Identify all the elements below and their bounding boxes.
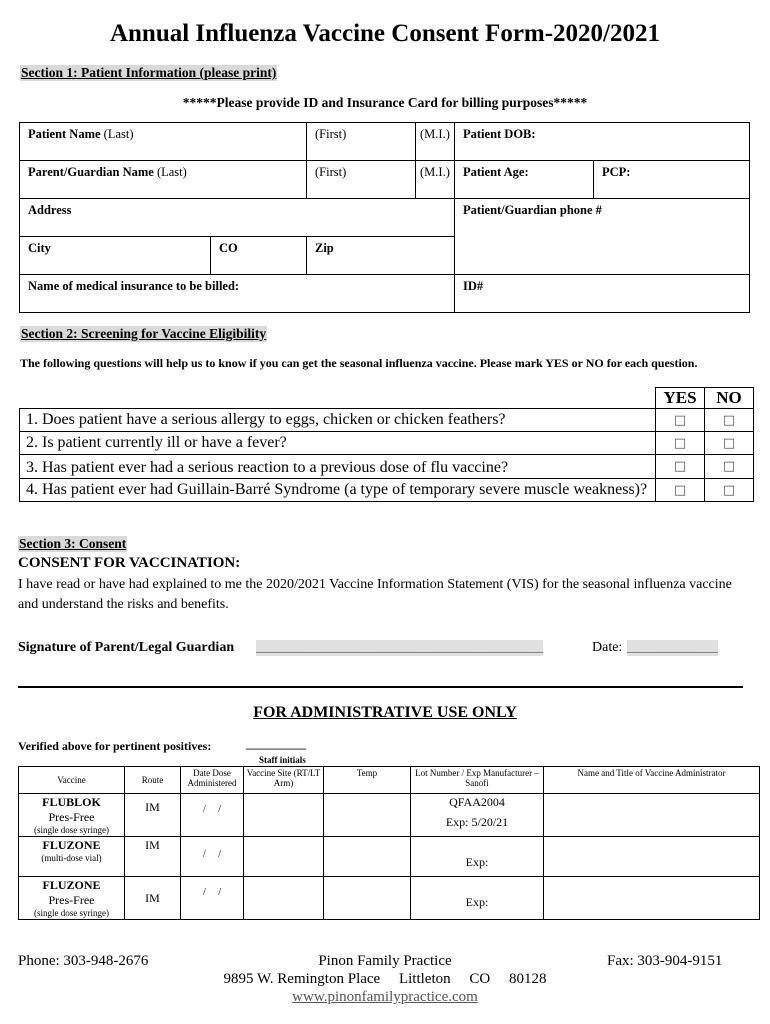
lot-cell[interactable]: QFAA2004 Exp: 5/20/21 bbox=[411, 794, 544, 837]
section1-heading: Section 1: Patient Information (please print) bbox=[21, 65, 277, 80]
question-4: 4. Has patient ever had Guillain-Barré Syndrome (a type of temporary severe muscle weakness)? bbox=[20, 479, 656, 502]
guardian-mi-field[interactable]: (M.I.) bbox=[416, 161, 455, 199]
admin-heading: FOR ADMINISTRATIVE USE ONLY bbox=[253, 704, 517, 721]
zip-field[interactable]: Zip bbox=[307, 237, 455, 275]
patient-age-field[interactable]: Patient Age: bbox=[455, 161, 594, 199]
verified-label: Verified above for pertinent positives: bbox=[18, 739, 212, 753]
col-lot: Lot Number / Exp Manufacturer – Sanofi bbox=[411, 767, 544, 794]
co-field[interactable]: CO bbox=[219, 241, 238, 255]
no-header: NO bbox=[705, 388, 754, 409]
administrator-cell[interactable] bbox=[544, 837, 760, 877]
vaccine-cell: FLUZONE (multi-dose vial) bbox=[19, 837, 125, 877]
date-line[interactable]: _____________ bbox=[627, 640, 718, 655]
footer-website-link[interactable]: www.pinonfamilypractice.com bbox=[292, 989, 478, 1005]
col-route: Route bbox=[125, 767, 181, 794]
col-site: Vaccine Site (RT/LT Arm) bbox=[244, 767, 324, 794]
screening-intro: The following questions will help us to know if you can get the seasonal influenza vaccine. Please mark YES or NO for each question. bbox=[20, 356, 698, 370]
table-row bbox=[19, 877, 760, 920]
administrator-cell[interactable] bbox=[544, 794, 760, 837]
site-cell[interactable] bbox=[244, 837, 324, 877]
q4-no-checkbox[interactable]: □ bbox=[705, 479, 754, 502]
admin-table bbox=[18, 766, 760, 920]
vaccine-cell: FLUZONE Pres-Free (single dose syringe) bbox=[19, 877, 125, 920]
date-cell[interactable]: / / bbox=[181, 794, 244, 837]
temp-cell[interactable] bbox=[324, 837, 411, 877]
q4-yes-checkbox[interactable]: □ bbox=[656, 479, 705, 502]
administrator-cell[interactable] bbox=[544, 877, 760, 920]
guardian-phone-field[interactable]: Patient/Guardian phone # bbox=[455, 199, 750, 275]
q2-no-checkbox[interactable]: □ bbox=[705, 432, 754, 455]
divider bbox=[18, 686, 743, 688]
question-1: 1. Does patient have a serious allergy to eggs, chicken or chicken feathers? bbox=[20, 409, 656, 432]
patient-mi-field[interactable]: (M.I.) bbox=[416, 123, 455, 161]
route-cell: IM bbox=[125, 837, 181, 877]
temp-cell[interactable] bbox=[324, 794, 411, 837]
verified-line[interactable]: __________ bbox=[246, 737, 306, 751]
lot-cell[interactable]: Exp: bbox=[411, 837, 544, 877]
footer-fax: Fax: 303-904-9151 bbox=[607, 953, 723, 969]
q1-no-checkbox[interactable]: □ bbox=[705, 409, 754, 432]
q3-no-checkbox[interactable]: □ bbox=[705, 455, 754, 479]
city-field[interactable]: City bbox=[20, 237, 211, 274]
col-administrator: Name and Title of Vaccine Administrator bbox=[544, 767, 760, 794]
address-field[interactable]: Address bbox=[20, 199, 455, 237]
footer-address: 9895 W. Remington Place Littleton CO 80128 bbox=[223, 971, 547, 987]
consent-subheading: CONSENT FOR VACCINATION: bbox=[18, 555, 241, 571]
signature-label: Signature of Parent/Legal Guardian bbox=[18, 640, 235, 655]
lot-cell[interactable]: Exp: bbox=[411, 877, 544, 920]
col-date: Date Dose Administered bbox=[181, 767, 244, 794]
footer-practice: Pinon Family Practice bbox=[318, 953, 452, 969]
q3-yes-checkbox[interactable]: □ bbox=[656, 455, 705, 479]
pcp-field[interactable]: PCP: bbox=[594, 161, 750, 199]
form-title: Annual Influenza Vaccine Consent Form-2020/2021 bbox=[109, 20, 661, 47]
section3-heading: Section 3: Consent bbox=[19, 536, 127, 551]
footer-phone: Phone: 303-948-2676 bbox=[18, 953, 149, 969]
yes-header: YES bbox=[656, 388, 705, 409]
screening-table bbox=[19, 387, 754, 502]
route-cell: IM bbox=[125, 877, 181, 920]
col-temp: Temp bbox=[324, 767, 411, 794]
date-cell[interactable]: / / bbox=[181, 877, 244, 920]
city-co-cell bbox=[20, 237, 307, 275]
question-2: 2. Is patient currently ill or have a fever? bbox=[20, 432, 656, 455]
col-vaccine: Vaccine bbox=[19, 767, 125, 794]
patient-dob-field[interactable]: Patient DOB: bbox=[455, 123, 750, 161]
guardian-first-name-field[interactable]: (First) bbox=[307, 161, 416, 199]
signature-line[interactable]: _________________________________________ bbox=[256, 640, 543, 655]
date-label: Date: bbox=[592, 640, 623, 655]
table-row bbox=[19, 837, 760, 877]
vaccine-cell: FLUBLOK Pres-Free (single dose syringe) bbox=[19, 794, 125, 837]
site-cell[interactable] bbox=[244, 794, 324, 837]
q2-yes-checkbox[interactable]: □ bbox=[656, 432, 705, 455]
patient-first-name-field[interactable]: (First) bbox=[307, 123, 416, 161]
section2-heading: Section 2: Screening for Vaccine Eligibility bbox=[21, 326, 267, 341]
staff-initials-label: Staff initials bbox=[259, 755, 306, 765]
consent-text: I have read or have had explained to me the 2020/2021 Vaccine Information Statement (VIS) for the seasonal influenza vaccine and understand the risks and benefits. bbox=[18, 577, 732, 612]
insurance-id-field[interactable]: ID# bbox=[455, 275, 750, 313]
temp-cell[interactable] bbox=[324, 877, 411, 920]
question-3: 3. Has patient ever had a serious reaction to a previous dose of flu vaccine? bbox=[20, 455, 656, 479]
table-row bbox=[19, 794, 760, 837]
q1-yes-checkbox[interactable]: □ bbox=[656, 409, 705, 432]
guardian-last-name-field[interactable]: Parent/Guardian Name (Last) bbox=[20, 161, 307, 199]
screening-header-blank bbox=[20, 388, 656, 409]
id-notice: *****Please provide ID and Insurance Card for billing purposes***** bbox=[182, 95, 588, 110]
patient-info-table bbox=[19, 122, 750, 313]
insurance-field[interactable]: Name of medical insurance to be billed: bbox=[20, 275, 455, 313]
site-cell[interactable] bbox=[244, 877, 324, 920]
date-cell[interactable]: / / bbox=[181, 837, 244, 877]
patient-last-name-field[interactable]: Patient Name (Last) bbox=[20, 123, 307, 161]
route-cell: IM bbox=[125, 794, 181, 837]
